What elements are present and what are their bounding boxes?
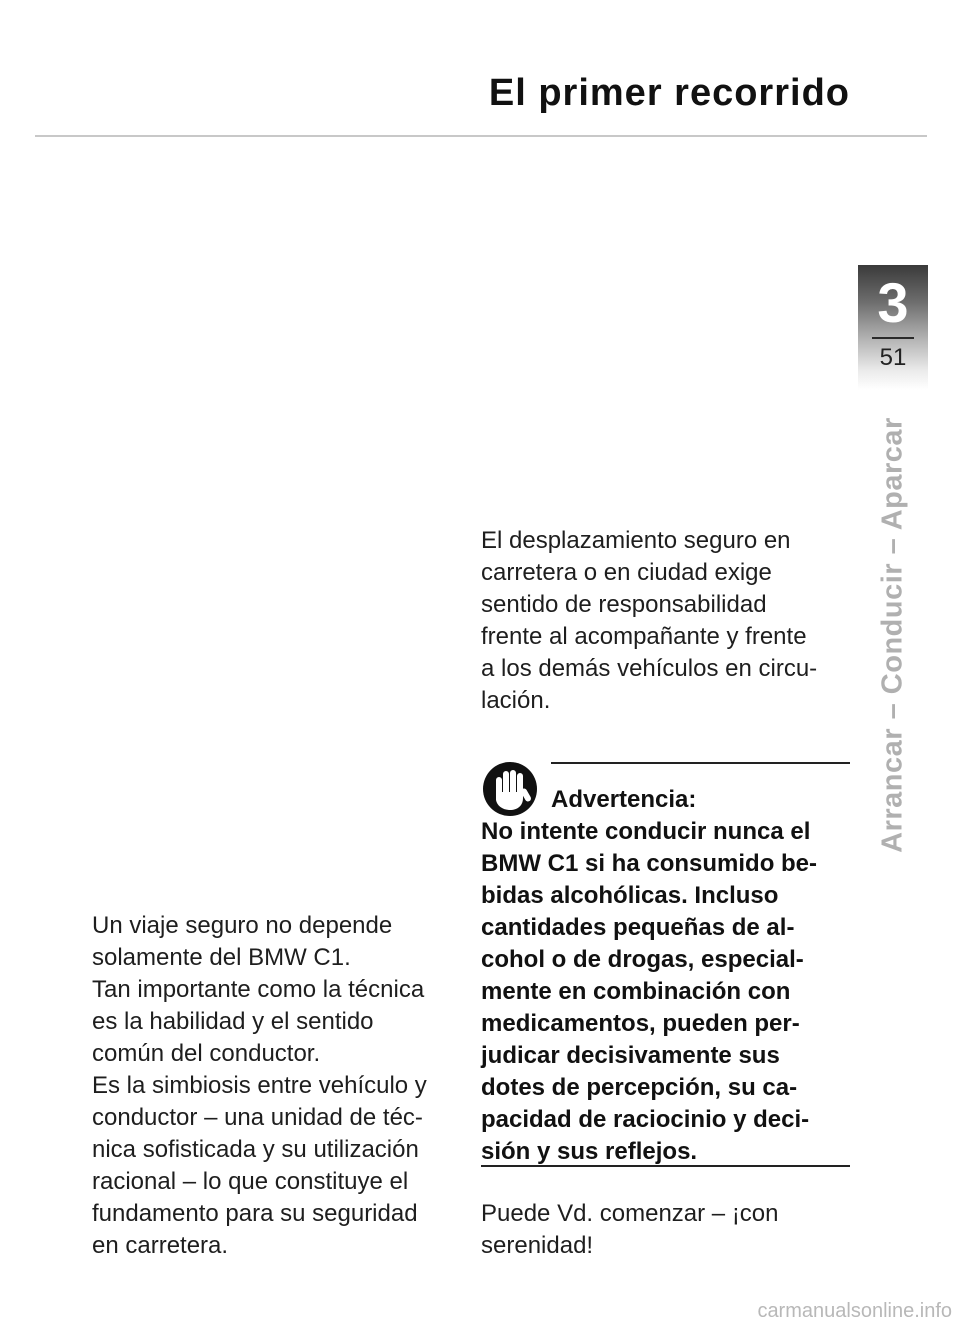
text-line: racional – lo que constituye el	[92, 1168, 409, 1195]
warning-text	[481, 816, 817, 1168]
page-number: 51	[879, 344, 907, 371]
text-line: en carretera.	[92, 1232, 229, 1259]
text-line: lación.	[481, 687, 551, 714]
chapter-divider	[872, 337, 914, 339]
warning-bottom-divider	[481, 1165, 850, 1167]
left-column-text	[92, 910, 427, 1262]
chapter-number: 3	[877, 271, 909, 334]
warning-heading: Advertencia:	[551, 786, 697, 813]
title-divider	[35, 135, 927, 137]
stop-hand-icon	[481, 760, 539, 818]
text-line: es la habilidad y el sentido	[92, 1008, 374, 1035]
right-column-closing	[481, 1198, 779, 1262]
text-line: serenidad!	[481, 1232, 594, 1259]
warning-line: pacidad de raciocinio y deci-	[481, 1106, 810, 1133]
warning-line: BMW C1 si ha consumido be-	[481, 850, 818, 877]
text-line: Es la simbiosis entre vehículo y	[92, 1072, 427, 1099]
warning-line: cohol o de drogas, especial-	[481, 946, 804, 973]
text-line: Tan importante como la técnica	[92, 976, 425, 1003]
watermark: carmanualsonline.info	[757, 1300, 952, 1322]
warning-line: bidas alcohólicas. Incluso	[481, 882, 779, 909]
page-title: El primer recorrido	[488, 72, 850, 114]
text-line: El desplazamiento seguro en	[481, 527, 791, 554]
text-line: solamente del BMW C1.	[92, 944, 351, 971]
text-line: sentido de responsabilidad	[481, 591, 767, 618]
right-column-intro	[481, 525, 817, 717]
text-line: conductor – una unidad de téc-	[92, 1104, 423, 1131]
text-line: Un viaje seguro no depende	[92, 912, 393, 939]
text-line: Puede Vd. comenzar – ¡con	[481, 1200, 779, 1227]
text-line: nica sofisticada y su utilización	[92, 1136, 419, 1163]
text-line: a los demás vehículos en circu-	[481, 655, 818, 682]
warning-line: medicamentos, pueden per-	[481, 1010, 800, 1037]
text-line: común del conductor.	[92, 1040, 321, 1067]
section-side-label	[870, 417, 916, 853]
warning-line: dotes de percepción, su ca-	[481, 1074, 798, 1101]
warning-line: cantidades pequeñas de al-	[481, 914, 795, 941]
text-line: carretera o en ciudad exige	[481, 559, 772, 586]
text-line: frente al acompañante y frente	[481, 623, 807, 650]
text-line: fundamento para su seguridad	[92, 1200, 418, 1227]
warning-line: mente en combinación con	[481, 978, 791, 1005]
warning-line: No intente conducir nunca el	[481, 818, 811, 845]
warning-top-divider	[551, 762, 850, 764]
warning-line: judicar decisivamente sus	[481, 1042, 780, 1069]
chapter-tab	[858, 265, 928, 390]
section-side-label-text: Arrancar – Conducir – Aparcar	[876, 417, 909, 853]
warning-line: sión y sus reflejos.	[481, 1138, 698, 1165]
